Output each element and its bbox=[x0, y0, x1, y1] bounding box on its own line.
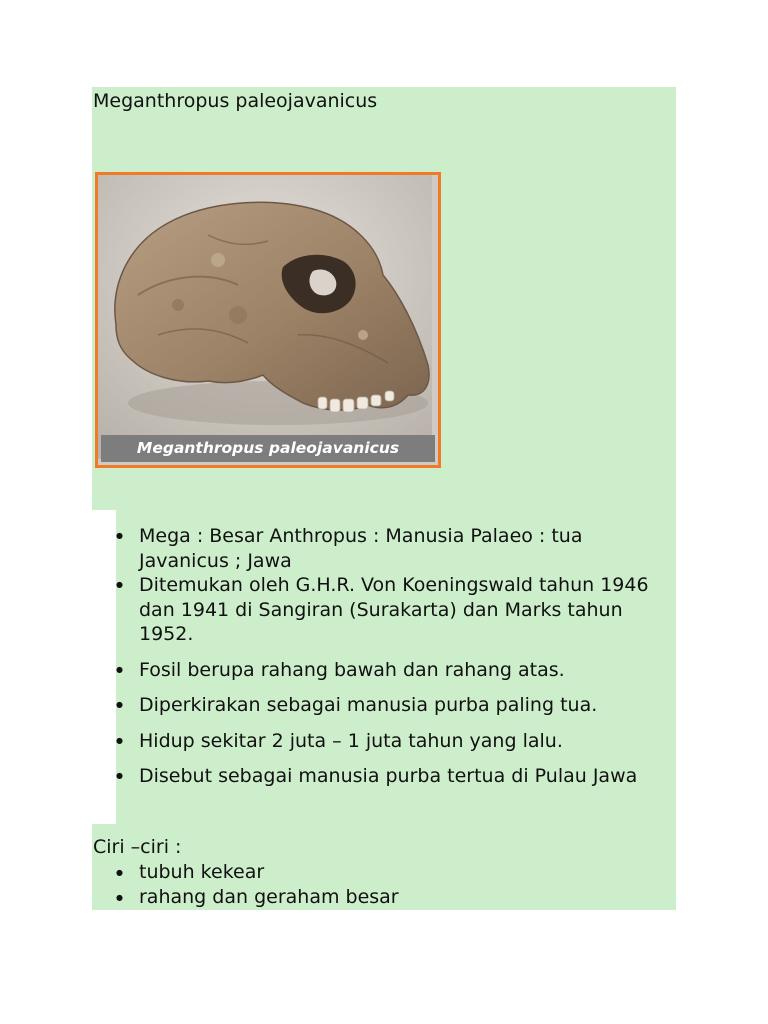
list-item: ● Ditemukan oleh G.H.R. Von Koeningswald tahun 1946 dan 1941 di Sangiran (Surakarta) dan Marks tahun 1952. bbox=[116, 573, 676, 647]
characteristics-list bbox=[116, 860, 399, 910]
photo-caption: Meganthropus paleojavanicus bbox=[101, 435, 435, 462]
characteristics-heading: Ciri –ciri : bbox=[93, 836, 182, 858]
skull-photo bbox=[95, 172, 441, 468]
list-item: ● tubuh kekear bbox=[116, 860, 399, 885]
page-title: Meganthropus paleojavanicus bbox=[93, 90, 378, 112]
list-item: ● rahang dan geraham besar bbox=[116, 885, 399, 910]
list-item: ● Mega : Besar Anthropus : Manusia Palaeo : tua Javanicus ; Jawa bbox=[116, 524, 676, 573]
list-item: ● Disebut sebagai manusia purba tertua di Pulau Jawa bbox=[116, 764, 676, 789]
list-item: ● Fosil berupa rahang bawah dan rahang atas. bbox=[116, 658, 676, 683]
skull-fossil-image bbox=[98, 175, 432, 459]
list-item: ● Hidup sekitar 2 juta – 1 juta tahun yang lalu. bbox=[116, 729, 676, 754]
facts-list bbox=[116, 524, 676, 789]
list-item: ● Diperkirakan sebagai manusia purba paling tua. bbox=[116, 693, 676, 718]
